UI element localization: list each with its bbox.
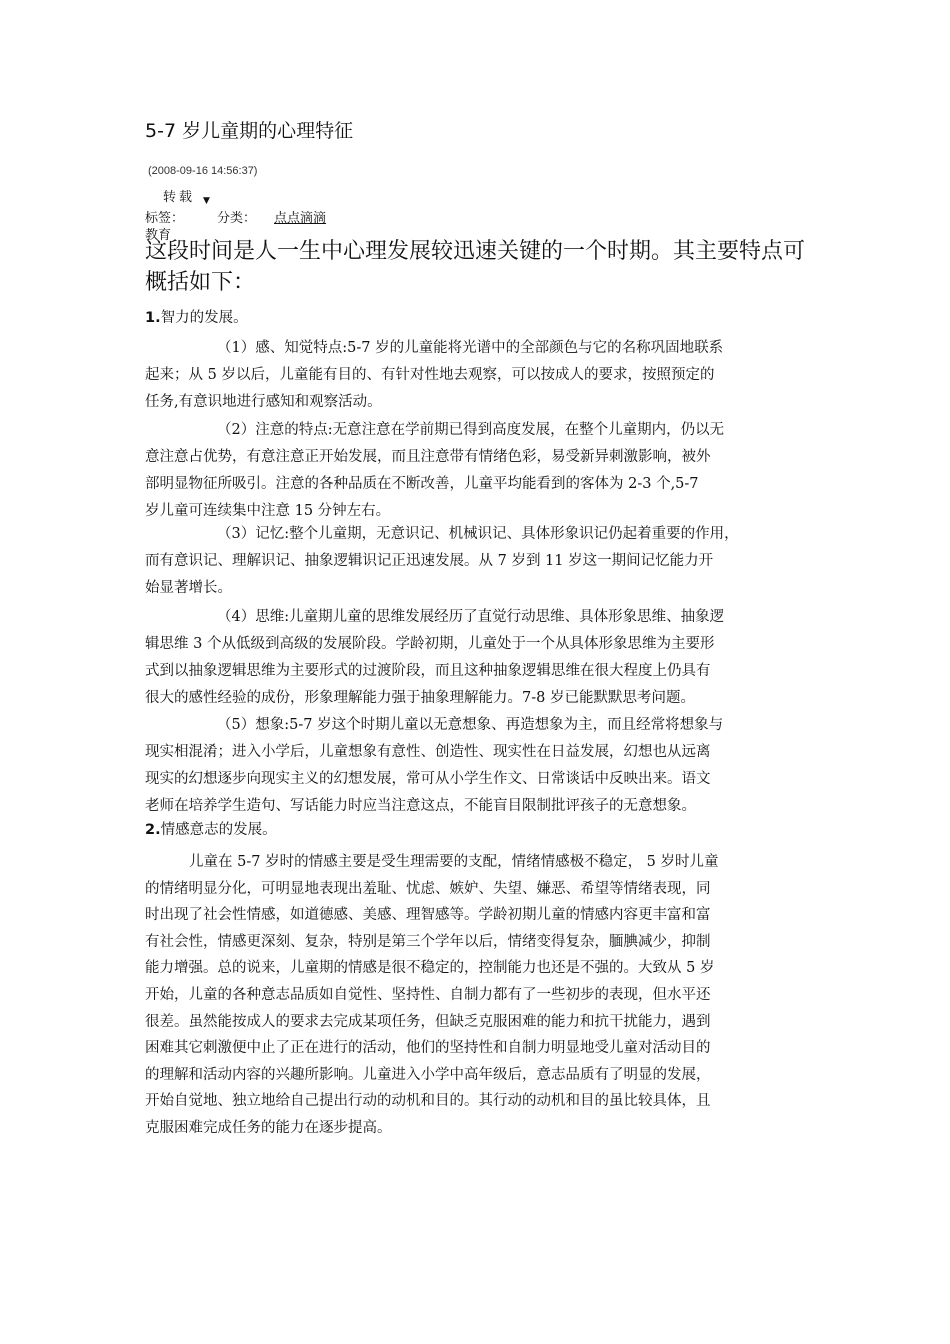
repost-button[interactable]: 转载 [163,190,196,205]
text-line: 儿童在 5-7 岁时的情感主要是受生理需要的支配，情绪情感极不稳定， 5 岁时儿童 [189,854,719,870]
text-line: 辑思维 3 个从低级到高级的发展阶段。学龄初期，儿童处于一个从具体形象思维为主要形 [145,636,715,652]
text-line: 困难其它刺激便中止了正在进行的活动，他们的坚持性和自制力明显地受儿童对活动目的 [145,1040,711,1057]
text-line: 的理解和活动内容的兴趣所影响。儿童进入小学中高年级后，意志品质有了明显的发展， [145,1066,711,1083]
dropdown-arrow-icon[interactable]: ▼ [203,196,210,206]
section-number: 1. [145,310,161,326]
text-line: 任务,有意识地进行感知和观察活动。 [145,394,382,410]
category-label: 分类： [217,211,257,226]
text-line: 开始自觉地、独立地给自己提出行动的动机和目的。其行动的动机和目的虽比较具体，且 [145,1093,711,1110]
text-line: 始显著增长。 [145,580,232,596]
section-heading [145,307,248,329]
paragraph-memory [145,521,817,602]
text-line: （2）注意的特点:无意注意在学前期已得到高度发展，在整个儿童期内，仍以无 [217,422,725,438]
text-line: 岁儿童可连续集中注意 15 分钟左右。 [145,503,391,519]
text-line: 部明显物征所吸引。注意的各种品质在不断改善，儿童平均能看到的客体为 2-3 个,5-7 [145,476,699,492]
text-line: 很差。虽然能按成人的要求去完成某项任务，但缺乏克服困难的能力和抗干扰能力，遇到 [145,1013,711,1030]
paragraph-imagination [145,712,817,820]
text-line: 时出现了社会性情感，如道德感、美感、理智感等。学龄初期儿童的情感内容更丰富和富 [145,907,711,924]
text-line: 老师在培养学生造句、写话能力时应当注意这点，不能盲目限制批评孩子的无意想象。 [145,798,696,814]
text-line: 开始，儿童的各种意志品质如自觉性、坚持性、自制力都有了一些初步的表现，但水平还 [145,986,711,1003]
tag-label: 标签： [145,211,185,226]
paragraph-emotion-will [145,849,817,1142]
text-line: 有社会性，情感更深刻、复杂，特别是第三个学年以后，情绪变得复杂，腼腆减少，抑制 [145,933,711,950]
section-heading [145,819,277,841]
text-line: 现实相混淆；进入小学后，儿童想象有意性、创造性、现实性在日益发展，幻想也从远离 [145,744,711,760]
text-line: （5）想象:5-7 岁这个时期儿童以无意想象、再造想象为主，而且经常将想象与 [217,717,724,733]
text-line: 能力增强。总的说来，儿童期的情感是很不稳定的，控制能力也还是不强的。大致从 5 岁 [145,960,715,977]
paragraph-attention [145,417,817,525]
text-line: 现实的幻想逐步向现实主义的幻想发展，常可从小学生作文、日常谈话中反映出来。语文 [145,771,711,787]
text-line: （4）思维:儿童期儿童的思维发展经历了直觉行动思维、具体形象思维、抽象逻 [217,609,725,625]
text-line: 式到以抽象逻辑思维为主要形式的过渡阶段，而且这种抽象逻辑思维在很大程度上仍具有 [145,663,711,679]
text-line: （1）感、知觉特点:5-7 岁的儿童能将光谱中的全部颜色与它的名称巩固地联系 [217,340,724,356]
text-line: 很大的感性经验的成份，形象理解能力强于抽象理解能力。7-8 岁已能默默思考问题。 [145,690,695,706]
paragraph-perception [145,335,817,416]
section-title: 智力的发展。 [160,310,248,326]
text-line: （3）记忆:整个儿童期，无意识记、机械识记、具体形象识记仍起着重要的作用， [217,526,739,542]
text-line: 的情绪明显分化，可明显地表现出羞耻、忧虑、嫉妒、失望、嫌恶、希望等情绪表现，同 [145,880,711,897]
text-line: 克服困难完成任务的能力在逐步提高。 [145,1119,392,1136]
lead-paragraph: 这段时间是人一生中心理发展较迅速关键的一个时期。其主要特点可概括如下： [145,239,806,295]
paragraph-thinking [145,604,817,712]
text-line: 而有意识记、理解识记、抽象逻辑识记正迅速发展。从 7 岁到 11 岁这一期间记忆能力开 [145,553,714,569]
text-line: 意注意占优势，有意注意正开始发展，而且注意带有情绪色彩，易受新异刺激影响，被外 [145,449,711,465]
section-number: 2. [145,822,161,838]
tag-link[interactable]: 教育 [145,228,172,243]
post-timestamp: (2008-09-16 14:56:37) [148,165,258,177]
category-link[interactable]: 点点滴滴 [274,211,327,226]
article-title: 5-7 岁儿童期的心理特征 [145,120,354,142]
section-title: 情感意志的发展。 [160,822,277,838]
text-line: 起来；从 5 岁以后，儿童能有目的、有针对性地去观察，可以按成人的要求，按照预定的 [145,367,715,383]
